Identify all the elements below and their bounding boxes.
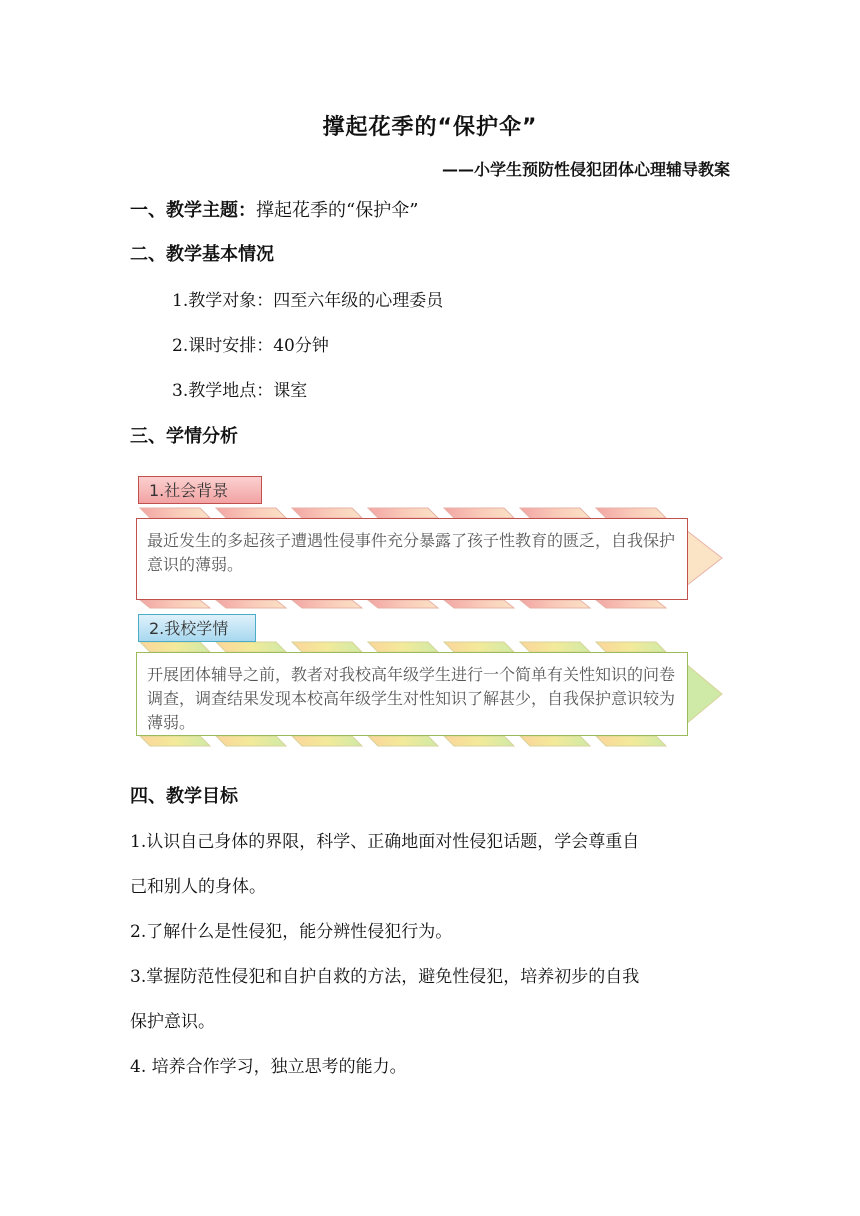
document-subtitle: ——小学生预防性侵犯团体心理辅导教案 (441, 160, 730, 179)
basic-item-target: 1.教学对象：四至六年级的心理委员 (172, 291, 444, 311)
goal-line: 2.了解什么是性侵犯，能分辨性侵犯行为。 (130, 922, 453, 942)
goal-line: 己和别人的身体。 (130, 877, 266, 897)
analysis-tag-school-situation: 2.我校学情 (138, 614, 256, 642)
goal-line: 保护意识。 (130, 1012, 215, 1032)
analysis-card-social-background: 最近发生的多起孩子遭遇性侵事件充分暴露了孩子性教育的匮乏，自我保护意识的薄弱。 (136, 518, 688, 600)
goal-line: 4. 培养合作学习，独立思考的能力。 (130, 1057, 407, 1077)
section-theme (130, 196, 418, 222)
section-theme-heading: 一、教学主题： (130, 200, 256, 221)
goal-line: 3.掌握防范性侵犯和自护自救的方法，避免性侵犯，培养初步的自我 (130, 967, 640, 987)
analysis-diagram (130, 468, 730, 758)
document-title: 撑起花季的“保护伞” (322, 115, 538, 140)
section-theme-text: 撑起花季的“保护伞” (256, 200, 419, 221)
section-goals-heading: 四、教学目标 (130, 786, 238, 807)
section-basic-heading: 二、教学基本情况 (130, 244, 274, 265)
analysis-tag-social-background: 1.社会背景 (138, 476, 262, 504)
analysis-card-school-situation: 开展团体辅导之前，教者对我校高年级学生进行一个简单有关性知识的问卷调查，调查结果发现本校高年级学生对性知识了解甚少，自我保护意识较为薄弱。 (136, 652, 688, 736)
section-analysis-heading: 三、学情分析 (130, 426, 238, 447)
basic-item-duration: 2.课时安排：40分钟 (172, 336, 329, 356)
goal-line: 1.认识自己身体的界限，科学、正确地面对性侵犯话题，学会尊重自 (130, 832, 640, 852)
basic-item-location: 3.教学地点：课室 (172, 381, 308, 401)
